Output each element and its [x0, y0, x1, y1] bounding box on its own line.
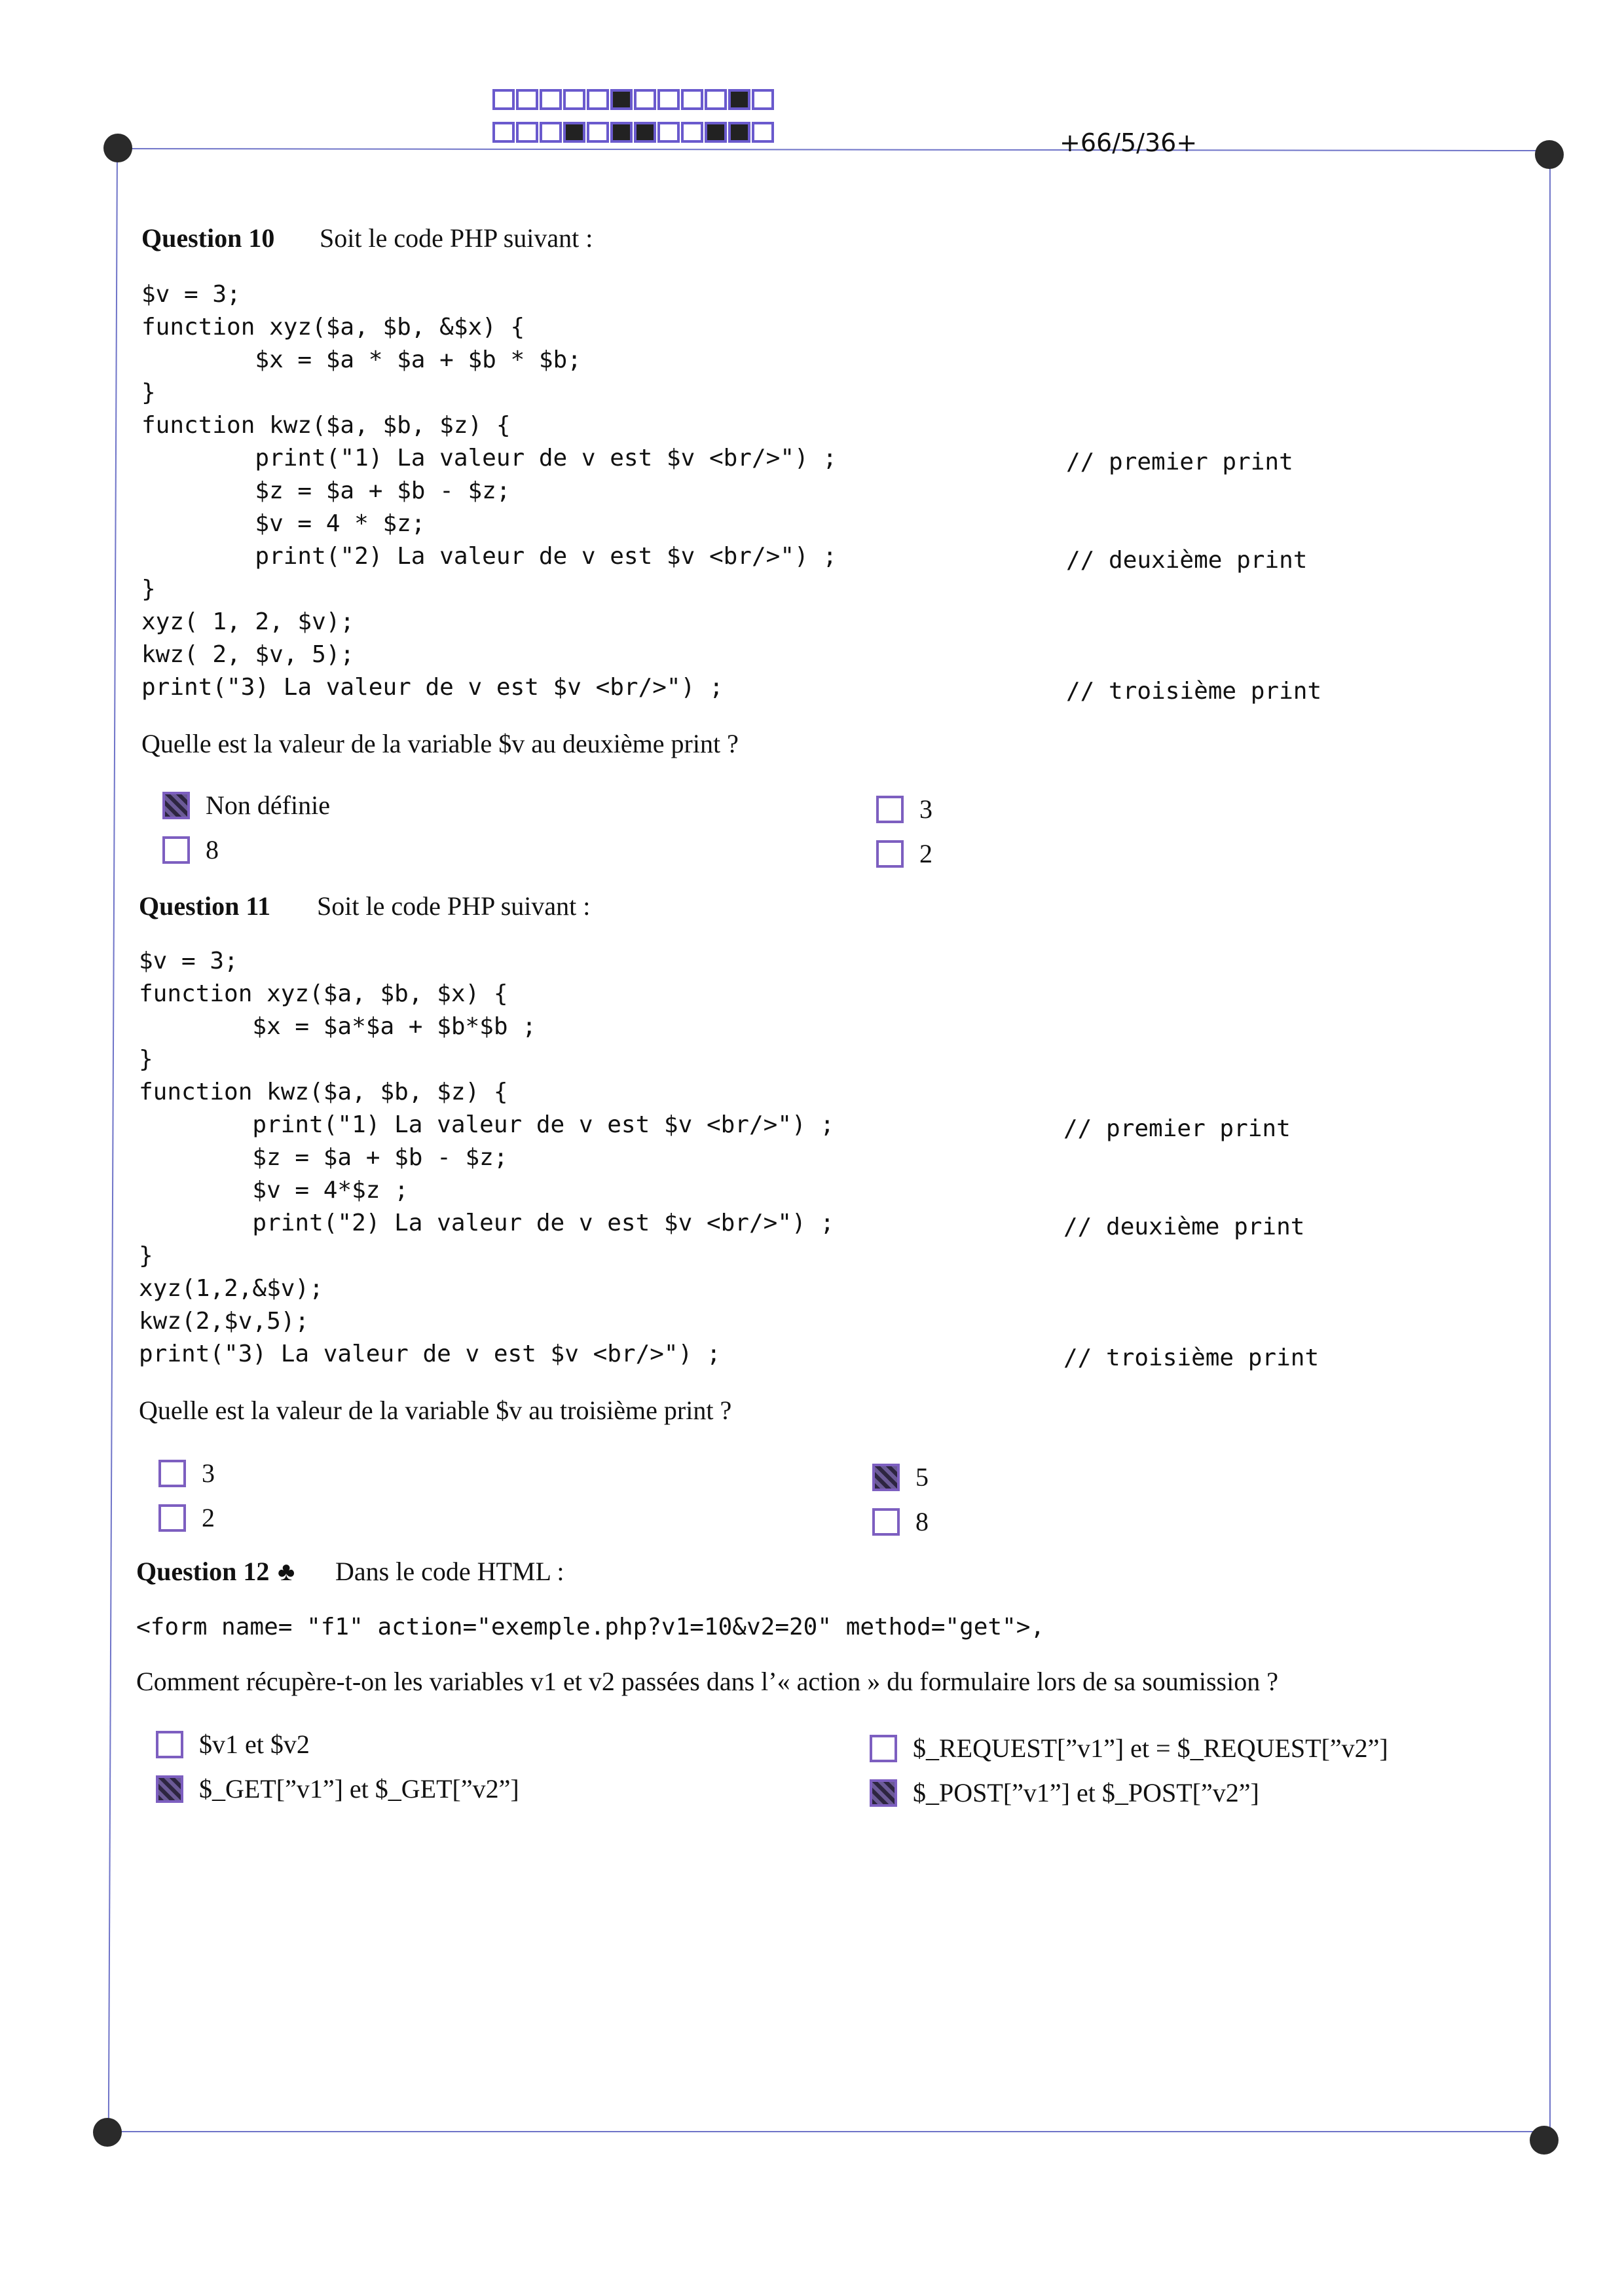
- question-10-prompt: Quelle est la valeur de la variable $v au deuxième print ?: [141, 729, 739, 758]
- barcode-cell-filled: [610, 122, 633, 143]
- checkbox[interactable]: [158, 1460, 186, 1487]
- choice-5[interactable]: [872, 1462, 929, 1492]
- barcode-cell-filled: [610, 89, 633, 110]
- corner-marker-bottom-right: [1530, 2126, 1559, 2155]
- code-comment: // deuxième print: [1066, 547, 1308, 574]
- barcode-cell-filled: [728, 122, 750, 143]
- choice-post[interactable]: [870, 1777, 1259, 1808]
- checkbox[interactable]: [162, 836, 190, 864]
- corner-marker-top-left: [103, 134, 132, 162]
- checkbox[interactable]: [870, 1735, 897, 1762]
- question-number: Question 11: [139, 891, 271, 921]
- choice-v1-et-v2[interactable]: [156, 1729, 310, 1760]
- barcode-cell-empty: [516, 122, 538, 143]
- choice-label: 8: [915, 1507, 929, 1536]
- checkbox[interactable]: [876, 840, 904, 868]
- choice-label: Non définie: [206, 790, 330, 820]
- barcode-cell-filled: [634, 122, 656, 143]
- checkbox[interactable]: [158, 1504, 186, 1532]
- code-comment: // troisième print: [1063, 1344, 1320, 1371]
- checkbox-checked[interactable]: [162, 792, 190, 819]
- barcode-cell-empty: [540, 89, 562, 110]
- code-comment: // premier print: [1063, 1115, 1291, 1142]
- barcode-row-1: [492, 89, 775, 110]
- question-11-header: [139, 891, 591, 921]
- question-12-header: [136, 1556, 564, 1587]
- question-title: Soit le code PHP suivant :: [320, 223, 593, 253]
- choice-get[interactable]: [156, 1773, 519, 1804]
- choice-label: $_POST[”v1”] et $_POST[”v2”]: [913, 1778, 1259, 1807]
- code-comment: // troisième print: [1066, 678, 1322, 705]
- barcode-cell-empty: [657, 89, 680, 110]
- barcode-cell-empty: [634, 89, 656, 110]
- choice-label: 2: [202, 1503, 215, 1532]
- choice-8[interactable]: [162, 834, 219, 865]
- barcode-cell-empty: [492, 122, 515, 143]
- question-11-prompt: Quelle est la valeur de la variable $v au troisième print ?: [139, 1396, 732, 1425]
- choice-3[interactable]: [876, 794, 932, 824]
- choice-non-definie[interactable]: [162, 790, 330, 821]
- choice-2[interactable]: [876, 838, 932, 869]
- choice-label: $_REQUEST[”v1”] et = $_REQUEST[”v2”]: [913, 1733, 1388, 1763]
- barcode-cell-empty: [657, 122, 680, 143]
- choice-label: 3: [919, 794, 932, 824]
- choice-label: 2: [919, 839, 932, 868]
- barcode-cell-filled: [728, 89, 750, 110]
- choice-label: $_GET[”v1”] et $_GET[”v2”]: [199, 1774, 519, 1804]
- choice-label: 3: [202, 1458, 215, 1488]
- barcode-cell-empty: [681, 89, 703, 110]
- choice-8[interactable]: [872, 1506, 929, 1537]
- frame-top-line: [118, 148, 1552, 151]
- barcode-cell-filled: [563, 122, 585, 143]
- question-12-prompt: Comment récupère-t-on les variables v1 et v2 passées dans l’« action » du formulaire lors de sa soumission ?: [136, 1667, 1278, 1696]
- barcode-row-2: [492, 122, 775, 143]
- choice-2[interactable]: [158, 1502, 215, 1533]
- checkbox[interactable]: [872, 1508, 900, 1536]
- choice-request[interactable]: [870, 1733, 1388, 1764]
- barcode-cell-empty: [492, 89, 515, 110]
- barcode-cell-empty: [752, 89, 774, 110]
- choice-label: 5: [915, 1462, 929, 1492]
- code-comment: // deuxième print: [1063, 1213, 1305, 1240]
- corner-marker-bottom-left: [93, 2118, 122, 2147]
- barcode-cell-empty: [587, 122, 609, 143]
- question-title: Dans le code HTML :: [335, 1557, 564, 1586]
- checkbox-checked[interactable]: [156, 1775, 183, 1803]
- barcode-cell-empty: [752, 122, 774, 143]
- club-icon: ♣: [278, 1557, 295, 1586]
- question-10-code: $v = 3; function xyz($a, $b, &$x) { $x = $a * $a + $b * $b; } function kwz($a, $b, $z) { print("1) La valeur de v est $v <br/>") ; $z = $a + $b - $z; $v = 4 * $z; print("2) La valeur de v est $v <br/>") ; } xyz( 1, 2, $v); kwz( 2, $v, 5); print("3) La valeur de v est $v <br/>") ;: [141, 281, 838, 701]
- question-number: Question 12: [136, 1557, 270, 1586]
- frame-left-line: [108, 148, 118, 2132]
- corner-marker-top-right: [1535, 140, 1564, 169]
- frame-bottom-line: [109, 2131, 1552, 2132]
- barcode-cell-empty: [587, 89, 609, 110]
- checkbox-checked[interactable]: [872, 1464, 900, 1491]
- checkbox[interactable]: [876, 796, 904, 823]
- question-title: Soit le code PHP suivant :: [317, 891, 591, 921]
- choice-3[interactable]: [158, 1458, 215, 1489]
- code-comment: // premier print: [1066, 449, 1293, 475]
- barcode-cell-filled: [705, 122, 727, 143]
- barcode-cell-empty: [705, 89, 727, 110]
- page-id: +66/5/36+: [1060, 128, 1198, 157]
- question-12-code: <form name= "f1" action="exemple.php?v1=10&v2=20" method="get">,: [136, 1614, 1045, 1640]
- question-11-code: $v = 3; function xyz($a, $b, $x) { $x = $a*$a + $b*$b ; } function kwz($a, $b, $z) { print("1) La valeur de v est $v <br/>") ; $z = $a + $b - $z; $v = 4*$z ; print("2) La valeur de v est $v <br/>") ; } xyz(1,2,&$v); kwz(2,$v,5); print("3) La valeur de v est $v <br/>") ;: [139, 948, 835, 1367]
- choice-label: 8: [206, 835, 219, 864]
- question-10-header: [141, 223, 593, 253]
- barcode-cell-empty: [516, 89, 538, 110]
- barcode-cell-empty: [540, 122, 562, 143]
- checkbox[interactable]: [156, 1731, 183, 1758]
- choice-label: $v1 et $v2: [199, 1730, 310, 1759]
- question-number: Question 10: [141, 223, 275, 253]
- checkbox-checked[interactable]: [870, 1779, 897, 1807]
- barcode-cell-empty: [681, 122, 703, 143]
- frame-right-line: [1549, 155, 1551, 2139]
- barcode-cell-empty: [563, 89, 585, 110]
